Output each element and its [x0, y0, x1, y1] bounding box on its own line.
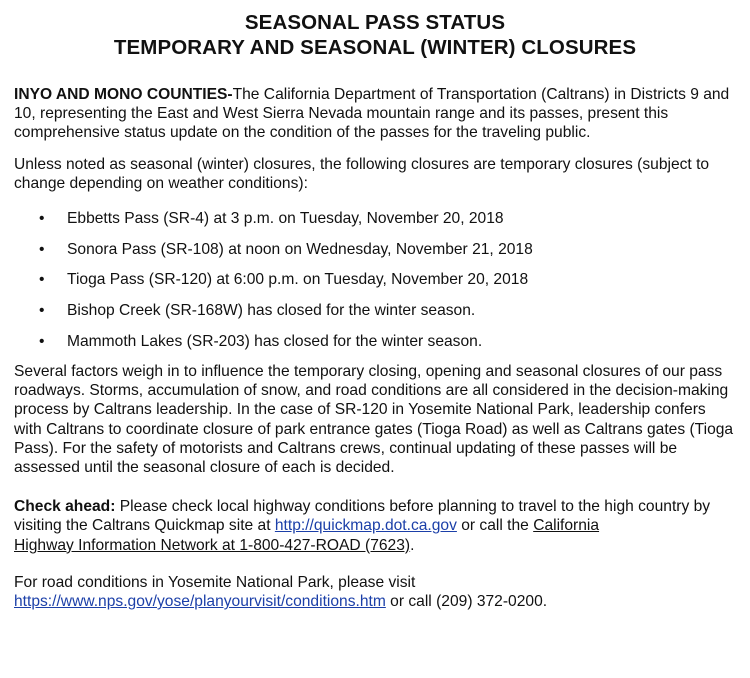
page-title: [14, 10, 736, 60]
list-item: [14, 240, 736, 259]
bullet-icon: •: [39, 302, 45, 320]
list-item: [14, 301, 736, 320]
closure-text: Ebbetts Pass (SR-4) at 3 p.m. on Tuesday, November 20, 2018: [67, 210, 504, 228]
intro-paragraph: [14, 85, 736, 143]
closure-text: Sonora Pass (SR-108) at noon on Wednesday, November 21, 2018: [67, 240, 533, 258]
title-line-1: SEASONAL PASS STATUS: [244, 11, 506, 34]
bullet-icon: •: [39, 271, 45, 289]
intro-text: The California Department of Transportation (Caltrans) in Districts 9 and 10, representing the East and West Sierra Nevada mountain range and its passes, present this comprehensive status update on the condition of the passes for the traveling public.: [14, 86, 730, 142]
quickmap-link[interactable]: http://quickmap.dot.ca.gov: [274, 517, 457, 535]
check-ahead-call-text: or call the: [456, 517, 534, 535]
list-item: [14, 332, 736, 351]
network-text-1: California: [533, 517, 600, 535]
list-item: [14, 270, 736, 289]
factors-paragraph: Several factors weigh in to influence the temporary closing, opening and seasonal closures of our pass roadways. Storms, accumulation of snow, and road conditions are all considered in the decision-making process by Caltrans leadership. In the case of SR-120 in Yosemite National Park, leadership confers with Caltrans to coordinate closure of park entrance gates (Tioga Road) as well as Caltrans gates (Tioga Pass). For the safety of motorists and Caltrans crews, continual updating of these passes will be assessed until the seasonal closure of each is decided.: [14, 363, 734, 477]
bullet-icon: •: [39, 210, 45, 228]
intro-lead: INYO AND MONO COUNTIES-: [14, 86, 233, 103]
bullet-icon: •: [39, 240, 45, 258]
closure-text: Bishop Creek (SR-168W) has closed for the winter season.: [67, 302, 476, 320]
closure-text: Tioga Pass (SR-120) at 6:00 p.m. on Tuesday, November 20, 2018: [67, 271, 529, 289]
list-item: [14, 209, 736, 228]
road-tail: or call (209) 372-0200.: [385, 593, 548, 611]
closures-list: [14, 209, 736, 351]
title-line-2: TEMPORARY AND SEASONAL (WINTER) CLOSURES: [113, 36, 637, 59]
bullet-icon: •: [39, 332, 45, 350]
check-ahead-text: Please check local highway conditions before planning to travel to the high country by visiting the Caltrans Quickmap site at: [14, 498, 711, 535]
nps-conditions-link[interactable]: https://www.nps.gov/yose/planyourvisit/conditions.htm: [14, 593, 386, 611]
unless-paragraph: Unless noted as seasonal (winter) closures, the following closures are temporary closures (subject to change depending on weather conditions):: [14, 155, 710, 192]
network-text-2: Highway Information Network at 1-800-427-ROAD (7623): [14, 536, 411, 554]
road-conditions-paragraph: [14, 573, 736, 611]
closure-text: Mammoth Lakes (SR-203) has closed for the winter season.: [67, 332, 483, 350]
check-ahead-end: .: [410, 536, 415, 554]
road-text: For road conditions in Yosemite National Park, please visit: [14, 573, 416, 591]
check-ahead-lead: Check ahead:: [14, 498, 116, 516]
check-ahead-paragraph: [14, 497, 736, 555]
document-page: [0, 10, 750, 678]
